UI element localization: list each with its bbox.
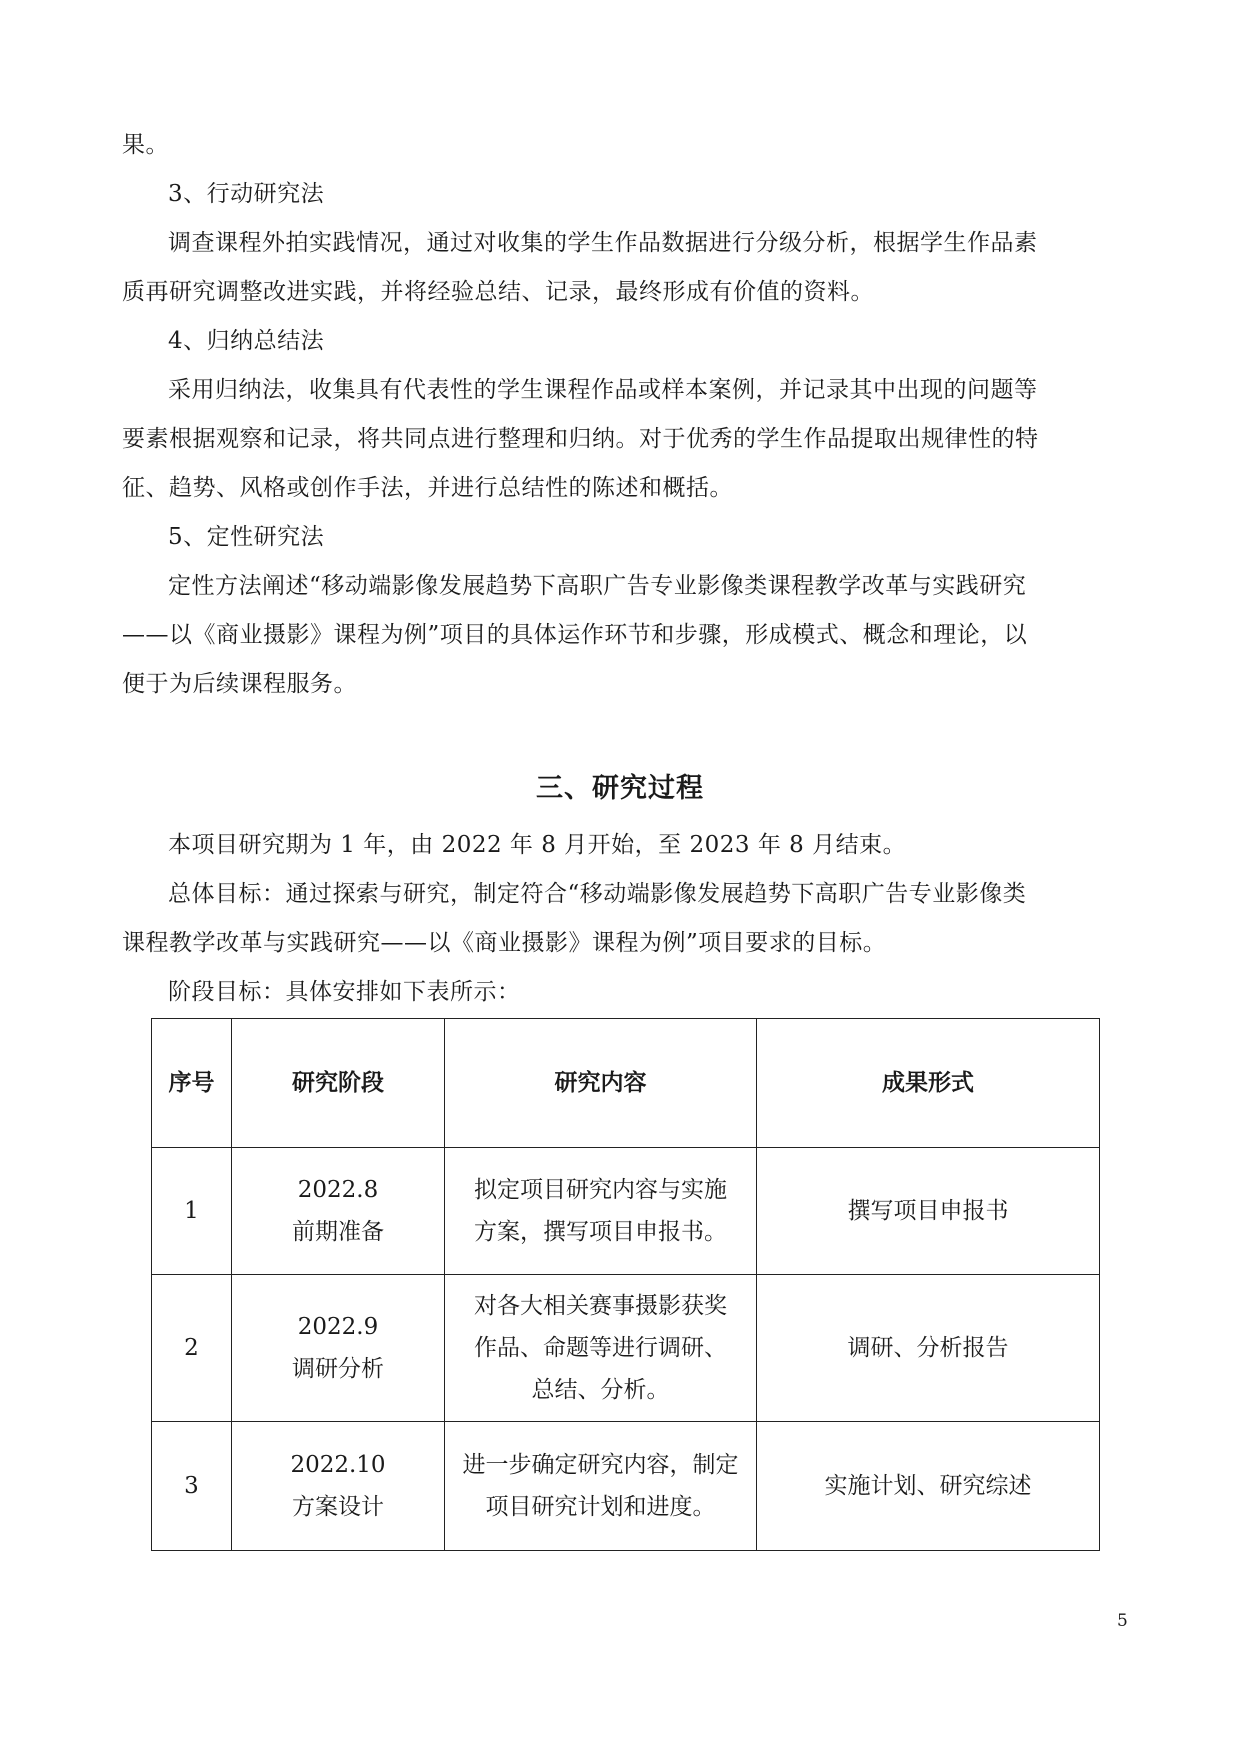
paragraph-line: 质再研究调整改进实践，并将经验总结、记录，最终形成有价值的资料。 [122,279,874,305]
content-line: 方案，撰写项目申报书。 [474,1219,727,1245]
cell-no: 1 [152,1148,232,1275]
cell-content [445,1422,757,1551]
table-row [152,1422,1100,1551]
paragraph-line: 本项目研究期为 1 年，由 2022 年 8 月开始，至 2023 年 8 月结束。 [168,832,907,858]
page-number: 5 [1117,1611,1128,1631]
content-line: 作品、命题等进行调研、 [474,1335,727,1361]
cell-result: 实施计划、研究综述 [757,1422,1100,1551]
cell-no: 3 [152,1422,232,1551]
paragraph-line: 阶段目标：具体安排如下表所示： [168,979,521,1005]
stage-date: 2022.8 [297,1177,379,1203]
subheading-qualitative: 5、定性研究法 [168,524,325,550]
header-no: 序号 [152,1019,232,1148]
paragraph-line: 总体目标：通过探索与研究，制定符合“移动端影像发展趋势下高职广告专业影像类 [168,881,1027,907]
table-header-row [152,1019,1100,1148]
content-line: 拟定项目研究内容与实施 [474,1177,727,1203]
paragraph-line: 课程教学改革与实践研究——以《商业摄影》课程为例”项目要求的目标。 [122,930,887,956]
subheading-induction: 4、归纳总结法 [168,328,325,354]
paragraph-line: 采用归纳法，收集具有代表性的学生课程作品或样本案例，并记录其中出现的问题等 [168,377,1038,403]
content-line: 对各大相关赛事摄影获奖 [474,1293,727,1319]
stage-plan-table [151,1018,1100,1551]
header-stage: 研究阶段 [232,1019,445,1148]
content-line: 进一步确定研究内容，制定 [462,1452,739,1478]
stage-date: 2022.10 [290,1452,386,1478]
subheading-action-research: 3、行动研究法 [168,181,325,207]
content-line: 总结、分析。 [531,1377,670,1403]
cell-content [445,1148,757,1275]
section-title: 三、研究过程 [536,773,704,804]
cell-content [445,1275,757,1422]
paragraph-line: 果。 [122,132,169,158]
cell-result: 撰写项目申报书 [757,1148,1100,1275]
stage-name: 方案设计 [292,1494,384,1520]
stage-name: 调研分析 [292,1356,384,1382]
paragraph-line: 调查课程外拍实践情况，通过对收集的学生作品数据进行分级分析，根据学生作品素 [168,230,1038,256]
cell-stage [232,1275,445,1422]
header-result: 成果形式 [757,1019,1100,1148]
paragraph-line: ——以《商业摄影》课程为例”项目的具体运作环节和步骤，形成模式、概念和理论，以 [122,622,1028,648]
paragraph-line: 定性方法阐述“移动端影像发展趋势下高职广告专业影像类课程教学改革与实践研究 [168,573,1027,599]
paragraph-line: 征、趋势、风格或创作手法，并进行总结性的陈述和概括。 [122,475,733,501]
stage-date: 2022.9 [297,1314,379,1340]
content-line: 项目研究计划和进度。 [485,1494,716,1520]
cell-result: 调研、分析报告 [757,1275,1100,1422]
cell-stage [232,1422,445,1551]
table-row [152,1148,1100,1275]
header-content: 研究内容 [445,1019,757,1148]
cell-stage [232,1148,445,1275]
table-row [152,1275,1100,1422]
paragraph-line: 要素根据观察和记录，将共同点进行整理和归纳。对于优秀的学生作品提取出规律性的特 [122,426,1039,452]
paragraph-line: 便于为后续课程服务。 [122,671,357,697]
cell-no: 2 [152,1275,232,1422]
stage-name: 前期准备 [292,1219,384,1245]
